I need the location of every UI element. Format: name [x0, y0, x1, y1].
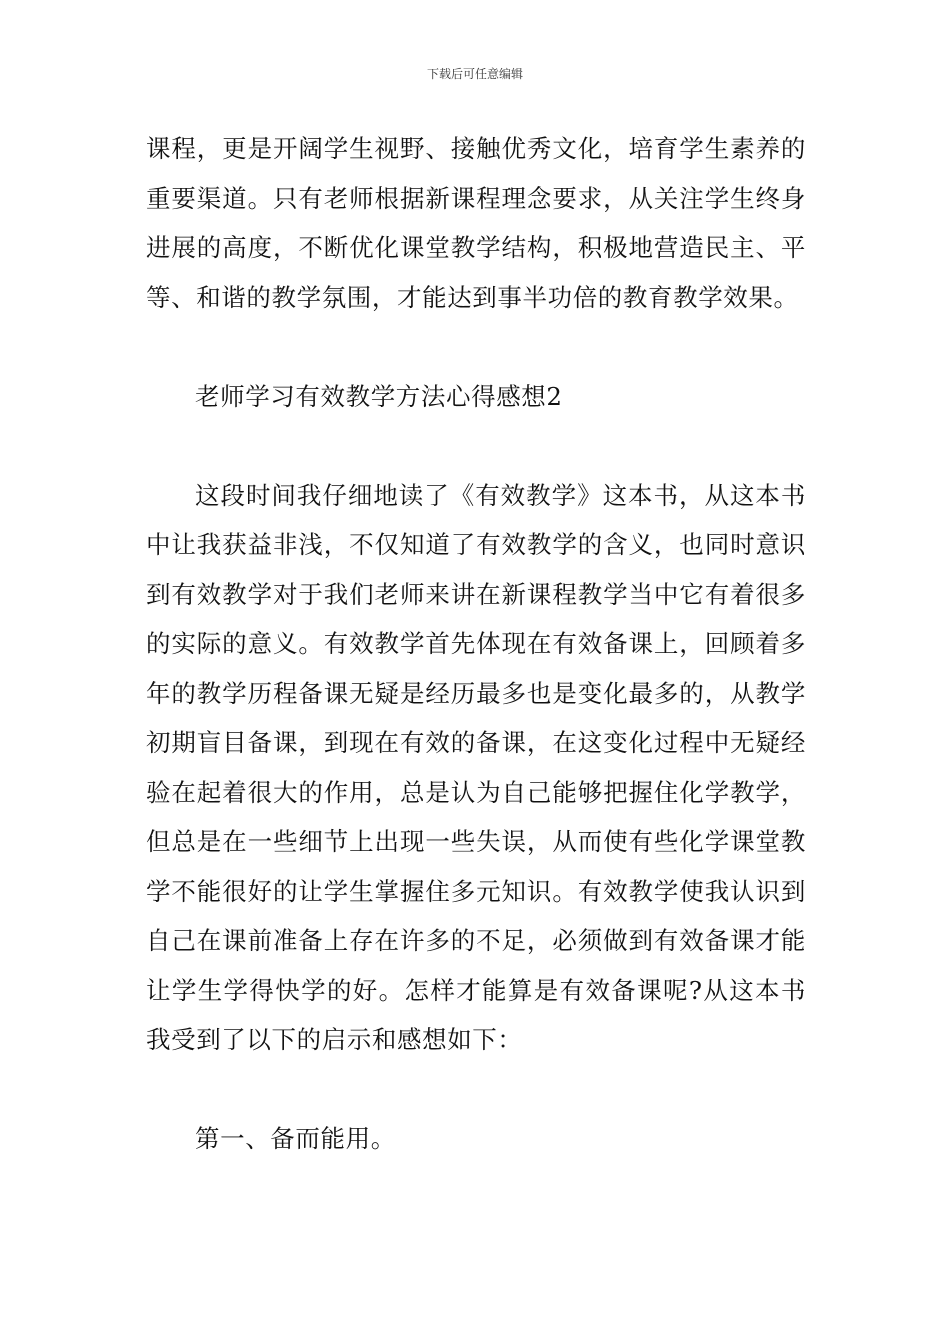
- page-header: 下载后可任意编辑: [426, 67, 523, 81]
- paragraph-point-one: 第一、备而能用。: [195, 1124, 396, 1153]
- paragraph-continued: 课程，更是开阔学生视野、接触优秀文化，培育学生素养的重要渠道。只有老师根据新课程理念要求，从关注学生终身进展的高度，不断优化课堂教学结构，积极地营造民主、平等、和谐的教学氛围，才能达到事半功倍的教育教学效果。: [146, 134, 806, 312]
- document-body: [146, 124, 806, 1164]
- paragraph-body: 这段时间我仔细地读了《有效教学》这本书，从这本书中让我获益非浅，不仅知道了有效教学的含义，也同时意识到有效教学对于我们老师来讲在新课程教学当中它有着很多的实际的意义。有效教学首先体现在有效备课上，回顾着多年的教学历程备课无疑是经历最多也是变化最多的，从教学初期盲目备课，到现在有效的备课，在这变化过程中无疑经验在起着很大的作用，总是认为自己能够把握住化学教学，但总是在一些细节上出现一些失误，从而使有些化学课堂教学不能很好的让学生掌握住多元知识。有效教学使我认识到自己在课前准备上存在许多的不足，必须做到有效备课才能让学生学得快学的好。怎样才能算是有效备课呢?从这本书我受到了以下的启示和感想如下：: [146, 480, 806, 1054]
- section-heading: 老师学习有效教学方法心得感想2: [195, 381, 563, 411]
